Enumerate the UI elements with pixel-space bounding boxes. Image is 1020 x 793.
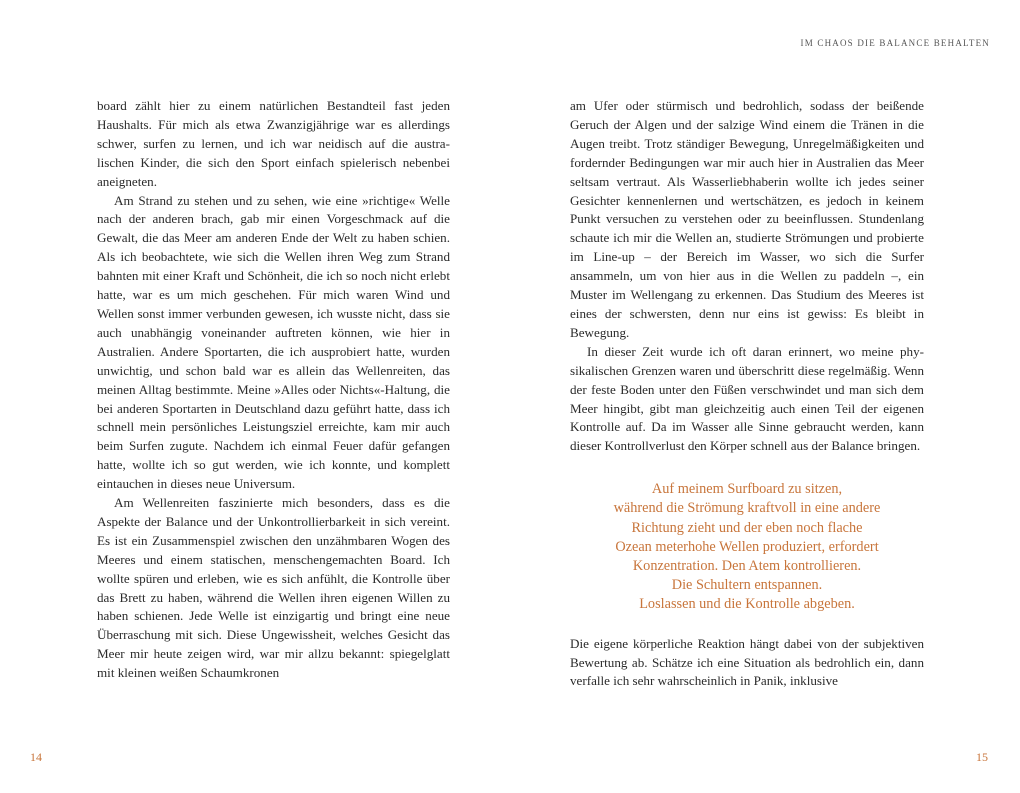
paragraph: Am Wellenreiten faszinierte mich besonders, dass es die Aspekte der Balance und der Unkontrollierbarkeit in sich vereint. Es ist ein Zusammenspiel zwischen den unzähmbaren Wogen des Meeres und einem statischen, menschengemachten Board. Ich wollte spüren und erleben, wie es sich anfühlt, die Kontrolle über das Brett zu haben, während die Wellen ihren eigenen Willen zu haben schienen. Jede Welle ist einzigartig und bringt eine neue Überraschung mit sich. Diese Ungewissheit, welches Gesicht das Meer mir heute zeigen wird, war mir allzu bekannt: spiegelglatt mit kleinen weißen Schaumkronen <box>97 495 450 681</box>
quote-line: Ozean meterhohe Wellen produziert, erfordert <box>615 538 879 555</box>
paragraph: Am Strand zu stehen und zu sehen, wie eine »richtige« Welle nach der anderen brach, gab mir einen Vorgeschmack auf die Gewalt, die das Meer am anderen Ende der Welt zu haben schien. Als ich beobachtete, wie sich die Wellen ihren Weg zum Strand bahnten mit einer Kraft und Schönheit, die ich so noch nicht erlebt hatte, war es um mich geschehen. Für mich waren Wind und Wellen sonst immer verbunden gewesen, ich wusste nicht, dass sie auch unabhängig voneinander auftreten können, wie hier in Australien. Andere Sportarten, die ich ausprobiert hatte, wurden unwichtig, und schon bald war es allein das Wellenreiten, das meinen Alltag bestimmte. Meine »Alles oder Nichts«-Haltung, die bei anderen Sportarten in Deutschland dazu geführt hatte, dass ich schnell mein persönliches Leistungsziel erreichte, kam mir auch beim Surfen zugute. Nachdem ich einmal Feuer dafür gefangen hatte, wollte ich so gut werden, wie ich konnte, und komplett eintauchen in dieses neue Universum. <box>97 192 450 492</box>
right-page <box>510 0 1020 793</box>
quote-line: Richtung zieht und der eben noch flache <box>631 519 863 536</box>
paragraph: board zählt hier zu einem natürlichen Bestandteil fast jeden Haushalts. Für mich als etwa Zwanzigjährige war es allerdings schwer, surfen zu lernen, und ich war neidisch auf die australischen Kinder, die sich den Sport einfach spielerisch nebenbei aneigneten. <box>97 98 450 189</box>
quote-line: Die Schultern entspannen. <box>671 577 823 594</box>
right-text-column <box>570 97 924 691</box>
paragraph: Die eigene körperliche Reaktion hängt dabei von der subjektiven Bewertung ab. Schätze ich eine Situation als bedrohlich ein, dann verfalle ich sehr wahrscheinlich in Panik, inklusive <box>570 635 924 689</box>
running-head: IM CHAOS DIE BALANCE BEHALTEN <box>800 38 990 48</box>
page-number: 15 <box>976 750 988 764</box>
left-text-column <box>97 97 450 683</box>
paragraph: am Ufer oder stürmisch und bedrohlich, sodass der beißende Geruch der Algen und der salzige Wind einem die Tränen in die Augen treibt. Trotz ständiger Bewegung, Unregelmäßigkeiten und fordernder Bedingungen war mir auch hier in Australien das Meer seltsam vertraut. Als Wasserliebhaberin wollte ich jedes seiner Gesichter kennenlernen und wertschätzen, es jedoch in keinem Punkt versuchen zu verstehen oder zu beeinflussen. Stundenlang schaute ich mir die Wellen an, studierte Strömungen und probierte im Line-up – der Bereich im Wasser, wo sich die Surfer ansammeln, um von hier aus in die Wellen zu paddeln –, ein Muster im Wellengang zu erkennen. Das Studium des Meeres ist eines der schwersten, denn nur eins ist gewiss: Es bleibt in Bewegung. <box>570 98 924 340</box>
paragraph: In dieser Zeit wurde ich oft daran erinnert, wo meine physikalischen Grenzen waren und überschritt diese regelmäßig. Wenn der feste Boden unter den Füßen verschwindet und man sich dem Meer hingibt, gibt man gleichzeitig auch einen Teil der eigenen Kontrolle auf. Da im Wasser alle Sinne gebraucht werden, kann dieser Kontrollverlust den Körper schnell aus der Balance bringen. <box>570 343 924 454</box>
page-number: 14 <box>30 750 42 764</box>
quote-line: Auf meinem Surfboard zu sitzen, <box>651 481 843 498</box>
quote-line: während die Strömung kraftvoll in eine andere <box>613 500 881 517</box>
quote-line: Konzentration. Den Atem kontrollieren. <box>632 558 862 575</box>
pull-quote <box>570 480 924 614</box>
quote-line: Loslassen und die Kontrolle abgeben. <box>639 596 855 613</box>
